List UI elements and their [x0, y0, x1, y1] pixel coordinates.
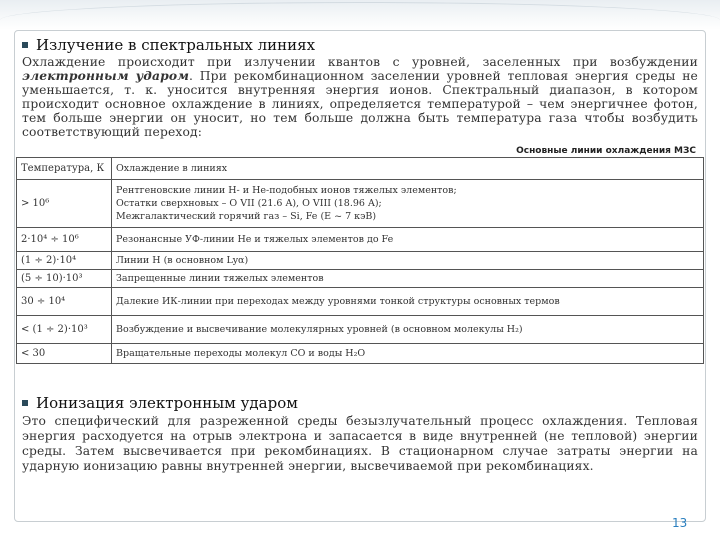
row-description: Возбуждение и высвечивание молекулярных уровней (в основном молекулы H₂) — [112, 316, 704, 344]
page-number: 13 — [672, 516, 688, 530]
row-line: Межгалактический горячий газ – Si, Fe (E ~ 7 кэВ) — [116, 211, 377, 222]
row-description: Вращательные переходы молекул CO и воды H₂O — [112, 344, 704, 364]
section-title-ionization — [22, 394, 298, 412]
section2-paragraph: Это специфический для разреженной среды безызлучательный процесс охлаждения. Тепловая энергия расходуется на отрыв электрона и запасается в виде внутренней (не тепловой) энергии среды. Затем высвечивается при рекомбинациях. В стационарном случае затраты энергии на ударную ионизацию равны внутренней энергии, высвечиваемой при рекомбинациях. — [22, 414, 698, 473]
table-caption: Основные линии охлаждения МЗС — [516, 146, 696, 156]
row-description — [112, 180, 704, 228]
section-title-text: Ионизация электронным ударом — [36, 394, 298, 412]
row-description: Запрещенные линии тяжелых элементов — [112, 270, 704, 288]
section1-paragraph — [22, 55, 698, 140]
table-row — [17, 316, 704, 344]
row-line: Остатки сверхновых – O VII (21.6 A), O VIII (18.96 A); — [116, 198, 382, 209]
row-line: Рентгеновские линии H- и He-подобных ионов тяжелых элементов; — [116, 185, 457, 196]
para-text: Охлаждение происходит при излучении квантов с уровней, заселенных при возбуждении — [22, 55, 698, 69]
header-cooling: Охлаждение в линиях — [112, 158, 704, 180]
row-temperature: 2·10⁴ ÷ 10⁶ — [17, 228, 112, 252]
bullet-icon — [22, 42, 28, 48]
table-row — [17, 180, 704, 228]
row-description: Далекие ИК-линии при переходах между уровнями тонкой структуры основных термов — [112, 288, 704, 316]
row-description: Резонансные УФ-линии He и тяжелых элементов до Fe — [112, 228, 704, 252]
table-row — [17, 270, 704, 288]
para-text: . При рекомбинационном заселении уровней тепловая энергия среды не уменьшается, т. к. уносится внутренняя энергия ионов. Спектральный диапазон, в котором происходит основное охлаждение в линиях, определяется температурой – чем энергичнее фотон, тем больше энергии он уносит, но тем больше должна быть температура газа чтобы возбудить соответствующий переход: — [22, 69, 698, 140]
para-bold-term: электронным ударом — [22, 68, 190, 84]
table-row — [17, 344, 704, 364]
cooling-lines-table — [16, 157, 704, 364]
row-temperature: (1 ÷ 2)·10⁴ — [17, 252, 112, 270]
row-description: Линии H (в основном Lyα) — [112, 252, 704, 270]
row-temperature: 30 ÷ 10⁴ — [17, 288, 112, 316]
table-row — [17, 288, 704, 316]
table-header-row — [17, 158, 704, 180]
table-row — [17, 228, 704, 252]
header-temperature: Температура, К — [17, 158, 112, 180]
row-temperature: < 30 — [17, 344, 112, 364]
row-temperature: < (1 ÷ 2)·10³ — [17, 316, 112, 344]
top-decoration — [0, 0, 720, 30]
row-temperature: > 10⁶ — [17, 180, 112, 228]
section-title-emission — [22, 36, 315, 54]
section-title-text: Излучение в спектральных линиях — [36, 36, 316, 54]
bullet-icon — [22, 400, 28, 406]
table-row — [17, 252, 704, 270]
row-temperature: (5 ÷ 10)·10³ — [17, 270, 112, 288]
